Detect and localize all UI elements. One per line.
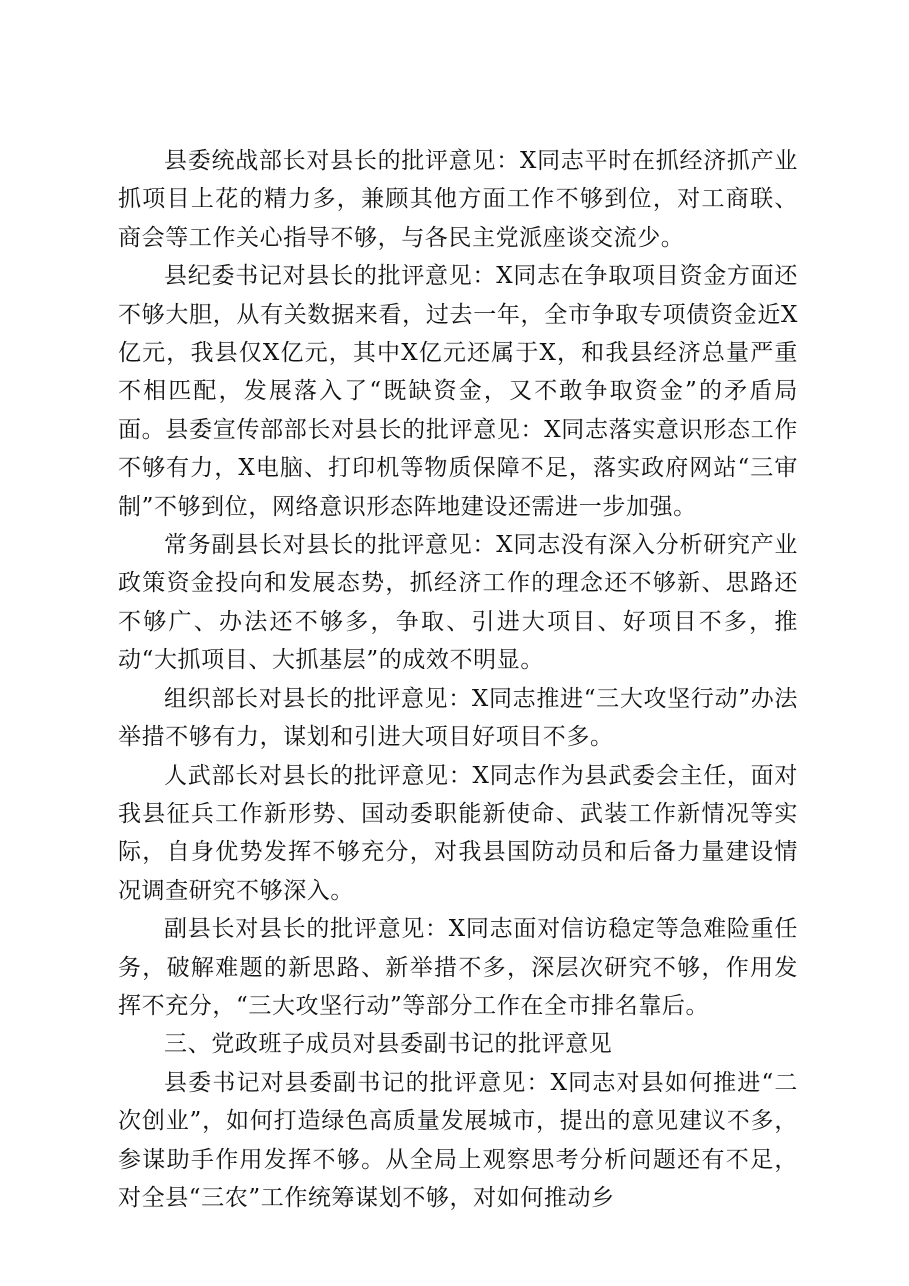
paragraph-united-front-critique: 县委统战部长对县长的批评意见：X同志平时在抓经济抓产业抓项目上花的精力多，兼顾其他方面工作不够到位，对工商联、商会等工作关心指导不够，与各民主党派座谈交流少。: [118, 148, 798, 251]
paragraph-party-secretary-critique: 县委书记对县委副书记的批评意见：X同志对县如何推进“二次创业”，如何打造绿色高质量发展城市，提出的意见建议不多，参谋助手作用发挥不够。从全局上观察思考分析问题还有不足，对全县“三农”工作统筹谋划不够，对如何推动乡: [118, 1069, 798, 1211]
paragraph-discipline-and-propaganda-critique: 县纪委书记对县长的批评意见：X同志在争取项目资金方面还不够大胆，从有关数据来看，过去一年，全市争取专项债资金近X亿元，我县仅X亿元，其中X亿元还属于X，和我县经济总量严重不相匹配，发展落入了“既缺资金，又不敢争取资金”的矛盾局面。县委宣传部部长对县长的批评意见：X同志落实意识形态工作不够有力，X电脑、打印机等物质保障不足，落实政府网站“三审制”不够到位，网络意识形态阵地建设还需进一步加强。: [118, 263, 798, 520]
document-body: [118, 142, 798, 1217]
paragraph-armed-forces-critique: 人武部长对县长的批评意见：X同志作为县武委会主任，面对我县征兵工作新形势、国动委职能新使命、武装工作新情况等实际，自身优势发挥不够充分，对我县国防动员和后备力量建设情况调查研究不够深入。: [118, 762, 798, 904]
section-heading: 三、党政班子成员对县委副书记的批评意见: [164, 1031, 613, 1058]
paragraph-deputy-county-head-critique: 副县长对县长的批评意见：X同志面对信访稳定等急难险重任务，破解难题的新思路、新举措不多，深层次研究不够，作用发挥不充分，“三大攻坚行动”等部分工作在全市排名靠后。: [118, 916, 798, 1019]
paragraph-organization-critique: 组织部长对县长的批评意见：X同志推进“三大攻坚行动”办法举措不够有力，谋划和引进大项目好项目不多。: [118, 685, 798, 751]
paragraph-executive-deputy-critique: 常务副县长对县长的批评意见：X同志没有深入分析研究产业政策资金投向和发展态势，抓经济工作的理念还不够新、思路还不够广、办法还不够多，争取、引进大项目、好项目不多，推动“大抓项目、大抓基层”的成效不明显。: [118, 532, 798, 674]
